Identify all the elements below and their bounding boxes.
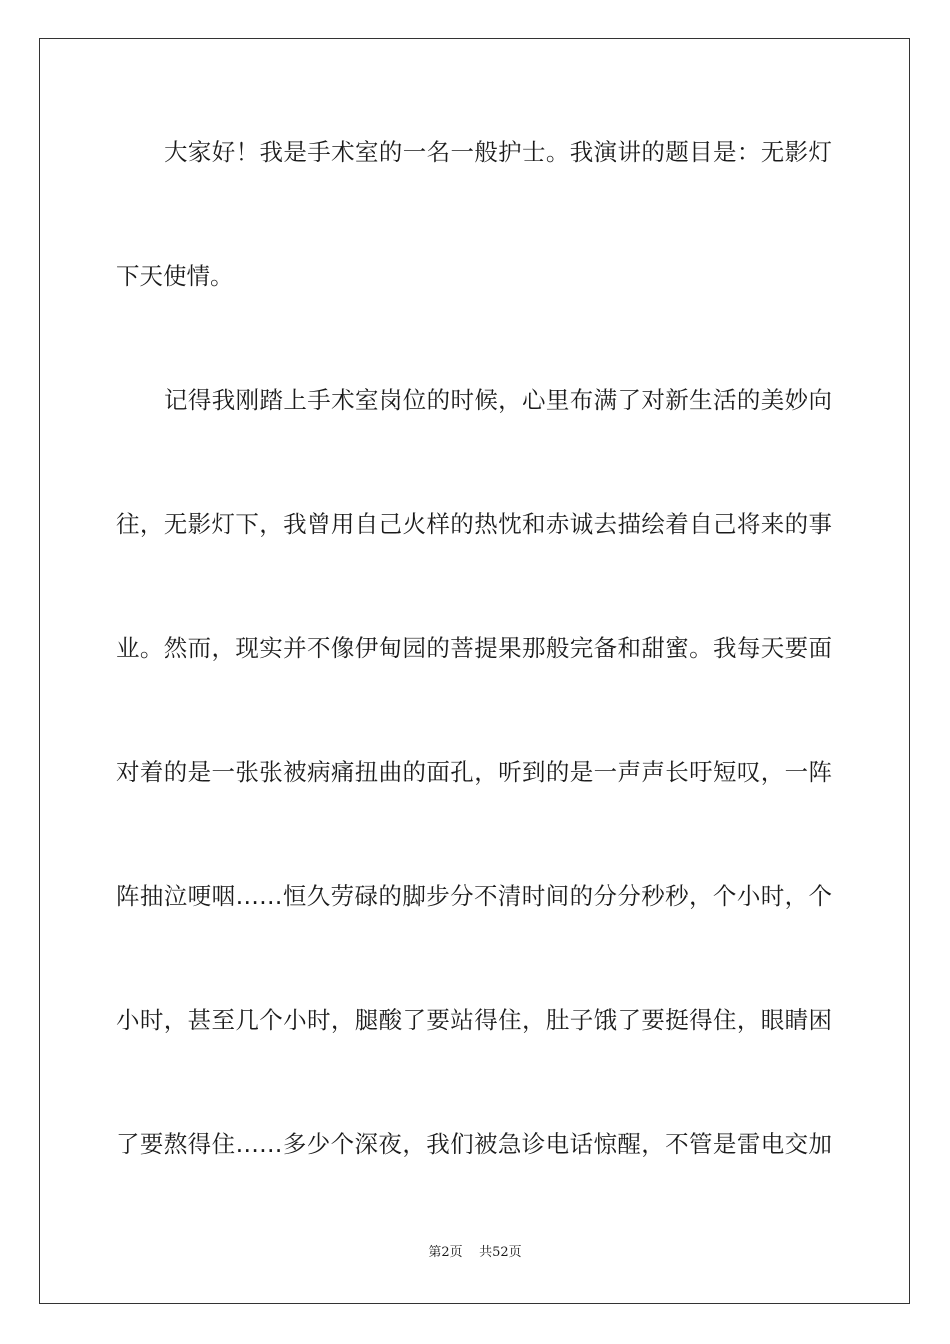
page-border: [39, 38, 910, 1304]
text-line: 小时，甚至几个小时，腿酸了要站得住，肚子饿了要挺得住，眼睛困: [116, 1006, 832, 1034]
page-total: 共52页: [479, 1245, 522, 1260]
text-line: 对着的是一张张被病痛扭曲的面孔，听到的是一声声长吁短叹，一阵: [116, 758, 832, 786]
text-line: 下天使情。: [116, 262, 234, 290]
page-footer: [0, 1244, 950, 1262]
text-line: 业。然而，现实并不像伊甸园的菩提果那般完备和甜蜜。我每天要面: [116, 634, 832, 662]
text-line: 了要熬得住……多少个深夜，我们被急诊电话惊醒，不管是雷电交加: [116, 1130, 832, 1158]
text-line: 大家好！我是手术室的一名一般护士。我演讲的题目是：无影灯: [164, 138, 832, 166]
text-line: 往，无影灯下，我曾用自己火样的热忱和赤诚去描绘着自己将来的事: [116, 510, 832, 538]
text-line: 阵抽泣哽咽……恒久劳碌的脚步分不清时间的分分秒秒，个小时，个: [116, 882, 832, 910]
page-number: 第2页: [428, 1245, 463, 1260]
text-line: 记得我刚踏上手术室岗位的时候，心里布满了对新生活的美妙向: [164, 386, 832, 414]
